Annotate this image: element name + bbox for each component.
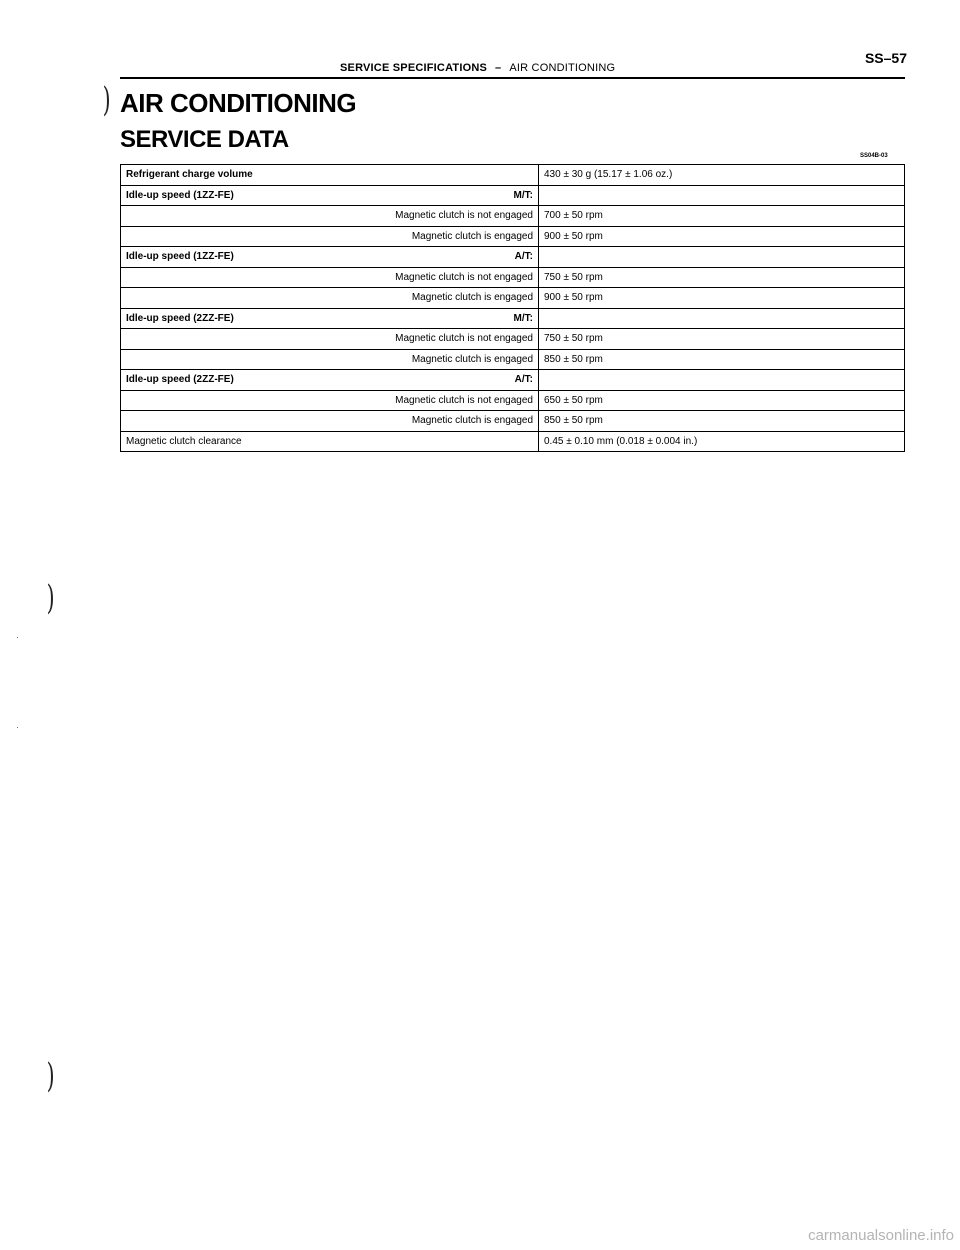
service-data-table (120, 164, 905, 452)
margin-tick: · (16, 632, 19, 642)
spec-label-cell (121, 226, 539, 247)
spec-label: Magnetic clutch is engaged (411, 415, 533, 427)
spec-label: Idle-up speed (1ZZ-FE) (126, 251, 234, 263)
spec-label-cell (121, 370, 539, 391)
transmission-qualifier: A/T: (514, 374, 533, 386)
spec-label: Magnetic clutch clearance (126, 435, 242, 447)
spec-label: Idle-up speed (1ZZ-FE) (126, 189, 234, 201)
transmission-qualifier: M/T: (513, 189, 533, 201)
running-head (340, 62, 615, 74)
spec-label-cell (121, 329, 539, 350)
table-row (121, 329, 905, 350)
spec-value: 900 ± 50 rpm (539, 288, 905, 309)
page-title: AIR CONDITIONING (120, 88, 357, 118)
spec-label-cell (121, 288, 539, 309)
spec-value: 900 ± 50 rpm (539, 226, 905, 247)
spec-label: Magnetic clutch is engaged (411, 230, 533, 242)
spec-label: Magnetic clutch is engaged (411, 292, 533, 304)
section-title: SERVICE SPECIFICATIONS (340, 62, 488, 74)
spec-value (539, 370, 905, 391)
binding-mark: ) (102, 80, 111, 120)
table-body (121, 165, 905, 452)
spec-value: 700 ± 50 rpm (539, 206, 905, 227)
watermark: carmanualsonline.info (808, 1227, 954, 1244)
spec-label-cell (121, 431, 539, 452)
spec-label-cell (121, 411, 539, 432)
table-row (121, 267, 905, 288)
spec-value (539, 247, 905, 268)
margin-tick: · (16, 722, 19, 732)
separator: – (495, 62, 502, 74)
spec-value: 750 ± 50 rpm (539, 267, 905, 288)
spec-label-cell (121, 308, 539, 329)
subsection-title: AIR CONDITIONING (509, 62, 616, 74)
spec-label-cell (121, 267, 539, 288)
spec-value (539, 308, 905, 329)
spec-label: Magnetic clutch is not engaged (395, 394, 533, 406)
binding-mark: ) (46, 1056, 55, 1096)
transmission-qualifier: A/T: (514, 251, 533, 263)
spec-label-cell (121, 185, 539, 206)
spec-label-cell (121, 247, 539, 268)
spec-label: Magnetic clutch is engaged (411, 353, 533, 365)
table-row (121, 206, 905, 227)
spec-label: Magnetic clutch is not engaged (395, 333, 533, 345)
spec-label: Idle-up speed (2ZZ-FE) (126, 374, 234, 386)
spec-label: Magnetic clutch is not engaged (395, 210, 533, 222)
spec-value: 650 ± 50 rpm (539, 390, 905, 411)
spec-value: 850 ± 50 rpm (539, 349, 905, 370)
header-rule (120, 77, 905, 79)
section-subtitle: SERVICE DATA (120, 126, 289, 153)
table-row (121, 370, 905, 391)
page-header (120, 46, 905, 76)
table-row (121, 165, 905, 186)
table-row (121, 390, 905, 411)
table-row (121, 431, 905, 452)
table-row (121, 247, 905, 268)
spec-label: Magnetic clutch is not engaged (395, 271, 533, 283)
spec-value: 850 ± 50 rpm (539, 411, 905, 432)
transmission-qualifier: M/T: (513, 312, 533, 324)
figure-code: SS04B-03 (860, 153, 888, 159)
table-row (121, 185, 905, 206)
table-row (121, 411, 905, 432)
spec-value (539, 185, 905, 206)
binding-mark: ) (46, 578, 55, 618)
spec-label-cell (121, 165, 539, 186)
spec-label-cell (121, 349, 539, 370)
spec-label: Refrigerant charge volume (126, 169, 253, 181)
table-row (121, 226, 905, 247)
spec-label-cell (121, 206, 539, 227)
table-row (121, 288, 905, 309)
spec-value: 0.45 ± 0.10 mm (0.018 ± 0.004 in.) (539, 431, 905, 452)
spec-label: Idle-up speed (2ZZ-FE) (126, 312, 234, 324)
spec-value: 430 ± 30 g (15.17 ± 1.06 oz.) (539, 165, 905, 186)
spec-label-cell (121, 390, 539, 411)
table-row (121, 308, 905, 329)
spec-value: 750 ± 50 rpm (539, 329, 905, 350)
table-row (121, 349, 905, 370)
page-number: SS–57 (864, 50, 907, 66)
